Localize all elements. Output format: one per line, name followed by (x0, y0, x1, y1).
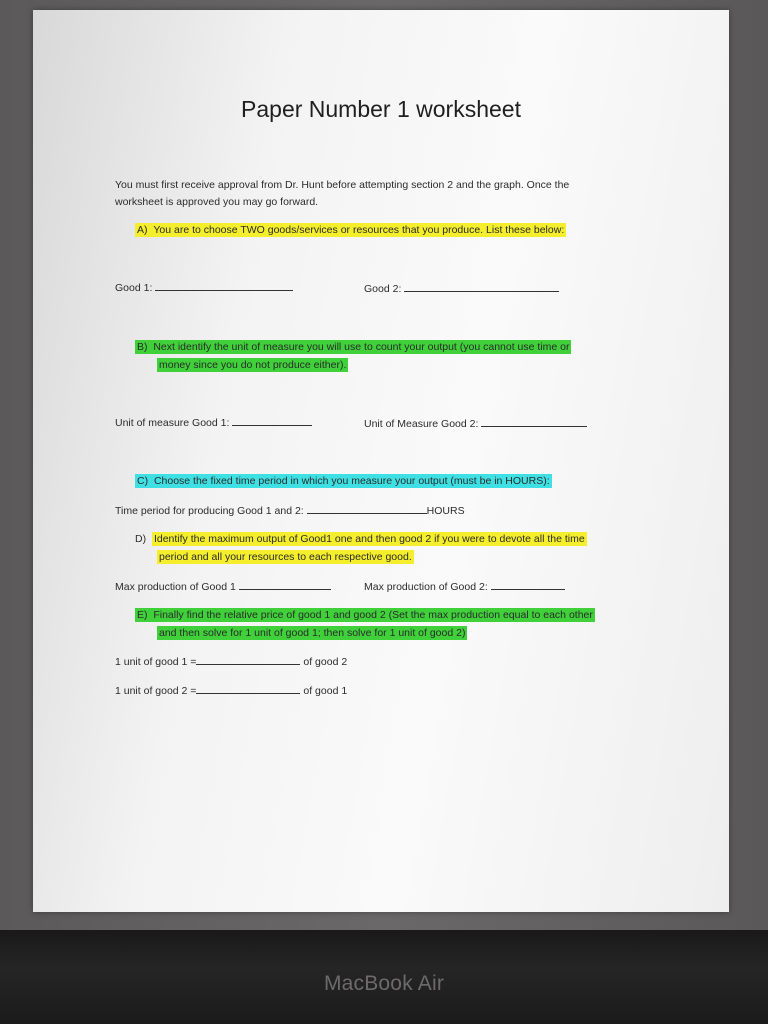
section-d-line-2: period and all your resources to each respective good. (159, 551, 412, 563)
max-good-2-label: Max production of Good 2: (364, 581, 488, 593)
section-c-instruction (135, 472, 552, 490)
good-2-label: Good 2: (364, 283, 402, 295)
section-c-letter: C) (137, 475, 149, 487)
good-1-blank[interactable] (155, 281, 293, 291)
max-good-2-blank[interactable] (491, 580, 565, 590)
relative-price-row-1 (115, 655, 347, 668)
row-2-label: 1 unit of good 2 = (115, 685, 197, 697)
unit-good-2-row (364, 417, 587, 430)
section-a-instruction (135, 221, 566, 239)
max-good-1-blank[interactable] (239, 580, 331, 590)
section-c-highlight (135, 474, 552, 488)
section-a-text: You are to choose TWO goods/services or resources that you produce. List these below: (153, 224, 565, 236)
section-b-line-2: money since you do not produce either). (159, 359, 347, 371)
section-b-line-1: Next identify the unit of measure you will use to count your output (you cannot use time or (153, 341, 570, 353)
good-1-row (115, 281, 293, 294)
good-2-blank[interactable] (404, 282, 559, 292)
max-good-1-label: Max production of Good 1 (115, 581, 236, 593)
section-b-line-2-highlight (157, 358, 348, 372)
section-e-line-1-highlight (135, 608, 595, 622)
worksheet (33, 10, 729, 912)
section-e-instruction (135, 606, 595, 642)
section-e-line-2-highlight (157, 626, 467, 640)
section-b-letter: B) (137, 341, 148, 353)
section-d-line-1: Identify the maximum output of Good1 one and then good 2 if you were to devote all the time (153, 533, 585, 545)
row-1-blank[interactable] (196, 655, 300, 665)
section-a-highlight (135, 223, 566, 237)
time-period-row (115, 504, 465, 517)
intro-paragraph (115, 177, 635, 211)
section-e-line-2: and then solve for 1 unit of good 1; then solve for 1 unit of good 2) (159, 627, 466, 639)
hours-unit: HOURS (426, 505, 465, 517)
max-good-2-row (364, 580, 565, 593)
page-title: Paper Number 1 worksheet (241, 96, 521, 122)
max-good-1-row (115, 580, 331, 593)
section-b-instruction (135, 338, 571, 374)
unit-good-1-label: Unit of measure Good 1: (115, 417, 230, 429)
section-b-line-1-highlight (135, 340, 571, 354)
row-1-suffix: of good 2 (303, 656, 348, 668)
section-e-letter: E) (137, 609, 148, 621)
row-1-label: 1 unit of good 1 = (115, 656, 197, 668)
laptop-brand-label: MacBook Air (323, 972, 445, 995)
good-2-row (364, 282, 559, 295)
section-a-letter: A) (137, 224, 148, 236)
row-2-suffix: of good 1 (303, 685, 348, 697)
row-2-blank[interactable] (196, 684, 300, 694)
section-c-text: Choose the fixed time period in which you measure your output (must be in HOURS): (153, 475, 550, 487)
section-e-line-1: Finally find the relative price of good 1 and good 2 (Set the max production equal to each other (153, 609, 593, 621)
unit-good-2-label: Unit of Measure Good 2: (364, 418, 479, 430)
unit-good-1-row (115, 416, 312, 429)
unit-good-2-blank[interactable] (481, 417, 587, 427)
time-period-blank[interactable] (307, 504, 427, 514)
relative-price-row-2 (115, 684, 347, 697)
time-period-label: Time period for producing Good 1 and 2: (115, 505, 304, 517)
good-1-label: Good 1: (115, 282, 153, 294)
unit-good-1-blank[interactable] (232, 416, 312, 426)
section-d-instruction (135, 530, 587, 566)
section-d-letter: D) (135, 533, 147, 545)
intro-line-2: worksheet is approved you may go forward. (115, 196, 319, 208)
document-page (33, 10, 729, 912)
intro-line-1: You must first receive approval from Dr. Hunt before attempting section 2 and the graph. Once the (115, 179, 570, 191)
